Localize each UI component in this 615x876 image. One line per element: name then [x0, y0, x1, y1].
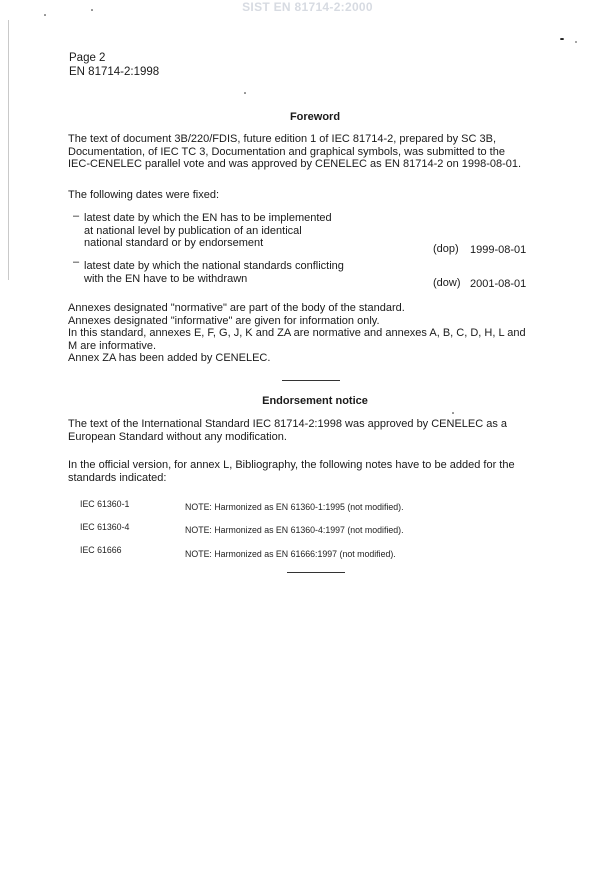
annex-line: Annexes designated "normative" are part of the body of the standard. — [68, 302, 405, 314]
note-text: NOTE: Harmonized as EN 61666:1997 (not modified). — [185, 549, 396, 559]
end-divider — [287, 572, 345, 573]
note-text: NOTE: Harmonized as EN 61360-1:1995 (not modified). — [185, 502, 404, 512]
date-item-text — [84, 260, 344, 285]
watermark: SIST EN 81714-2:2000 — [242, 0, 373, 14]
scan-speck — [244, 92, 246, 94]
note-standard: IEC 61360-4 — [80, 522, 130, 532]
annex-line: In this standard, annexes E, F, G, J, K and ZA are normative and annexes A, B, C, D, H, L and — [68, 327, 526, 339]
date-item-line: national standard or by endorsement — [84, 237, 264, 249]
page-header — [69, 51, 159, 79]
date-code: (dop) — [433, 243, 459, 255]
annex-line: M are informative. — [68, 339, 157, 352]
endorsement-line: European Standard without any modification. — [68, 430, 287, 443]
official-line: standards indicated: — [68, 471, 167, 484]
date-value: 2001-08-01 — [470, 278, 527, 290]
dates-intro: The following dates were fixed: — [68, 189, 220, 201]
list-dash: – — [73, 256, 80, 268]
foreword-intro — [68, 133, 562, 171]
official-line: In the official version, for annex L, Bibliography, the following notes have to be added for the — [68, 459, 515, 471]
document-id: EN 81714-2:1998 — [69, 66, 160, 78]
list-dash: – — [73, 210, 80, 222]
scan-speck — [91, 9, 93, 11]
date-item-line: at national level by publication of an identical — [84, 224, 302, 237]
scan-margin-line — [8, 20, 9, 280]
endorsement-title: Endorsement notice — [262, 395, 368, 407]
date-item-line: with the EN have to be withdrawn — [84, 272, 248, 285]
foreword-intro-line: The text of document 3B/220/FDIS, future edition 1 of IEC 81714-2, prepared by SC 3B, — [68, 133, 497, 145]
endorsement-line: The text of the International Standard IEC 81714-2:1998 was approved by CENELEC as a — [68, 418, 508, 430]
date-value: 1999-08-01 — [470, 244, 527, 256]
endorsement-text — [68, 418, 562, 443]
scan-speck — [560, 38, 564, 40]
note-standard: IEC 61360-1 — [80, 499, 130, 509]
date-code: (dow) — [433, 277, 461, 289]
scan-speck — [44, 14, 46, 16]
scan-speck — [575, 41, 577, 43]
page-number: Page 2 — [69, 52, 106, 64]
note-standard: IEC 61666 — [80, 545, 122, 555]
scan-speck — [452, 412, 454, 414]
annex-line: Annex ZA has been added by CENELEC. — [68, 352, 271, 364]
date-item-text — [84, 212, 332, 250]
note-text: NOTE: Harmonized as EN 61360-4:1997 (not modified). — [185, 525, 404, 535]
foreword-intro-line: IEC-CENELEC parallel vote and was approved by CENELEC as EN 81714-2 on 1998-08-01. — [68, 158, 522, 170]
annex-paragraph — [68, 302, 568, 365]
date-item-line: latest date by which the national standards conflicting — [84, 260, 344, 272]
section-divider — [282, 380, 340, 381]
official-version-text — [68, 459, 562, 484]
date-item-line: latest date by which the EN has to be implemented — [84, 212, 332, 224]
foreword-intro-line: Documentation, of IEC TC 3, Documentation and graphical symbols, was submitted to the — [68, 145, 505, 158]
annex-line: Annexes designated "informative" are given for information only. — [68, 314, 380, 327]
foreword-title: Foreword — [289, 111, 341, 123]
